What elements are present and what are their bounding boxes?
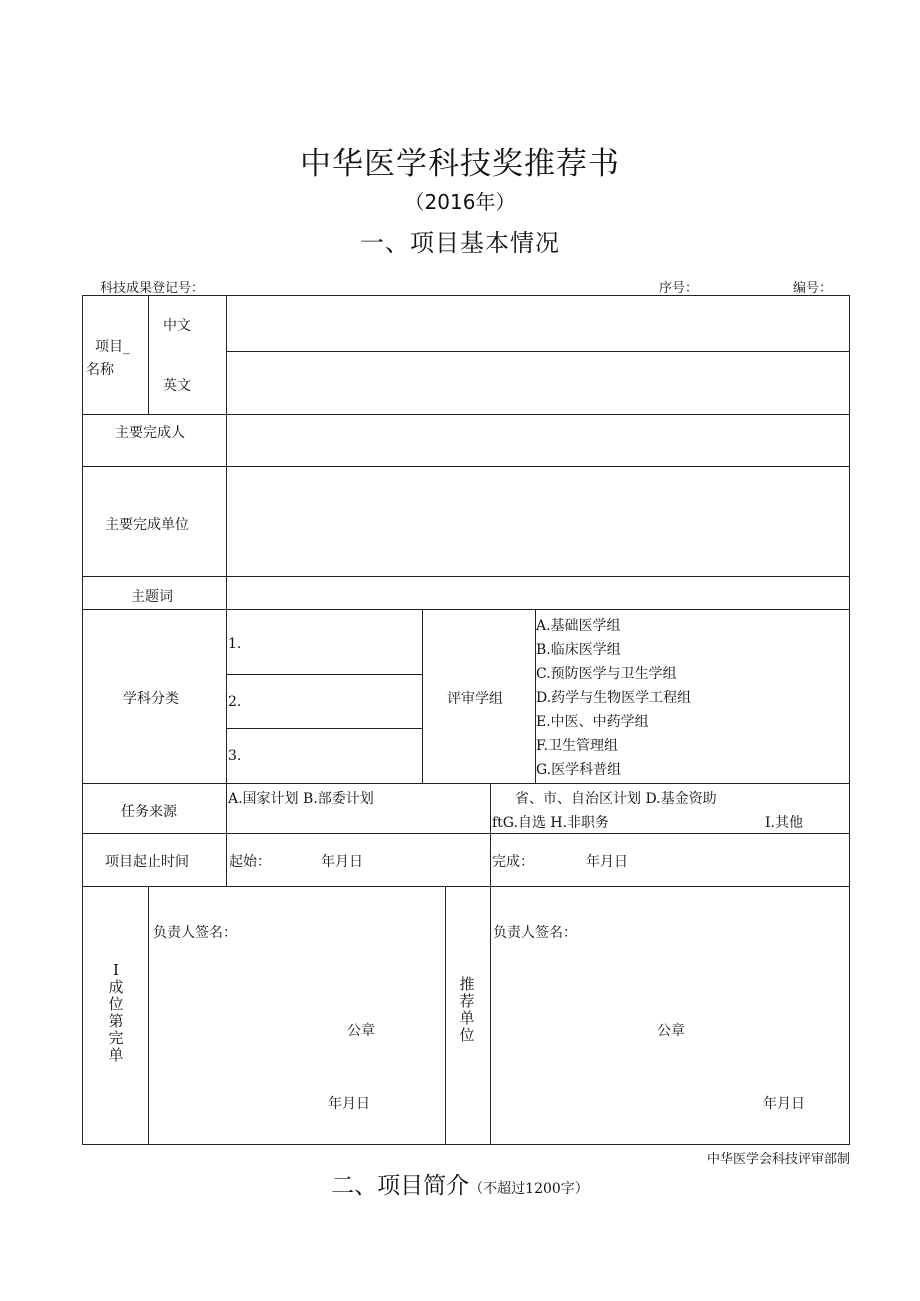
document-year: （2016年）: [404, 190, 516, 214]
discipline-label: 学科分类: [123, 691, 179, 707]
keywords-label: 主题词: [131, 589, 173, 605]
task-source-options-1[interactable]: A.国家计划 B.部委计划: [228, 791, 374, 807]
serial-number-label: 序号：: [659, 281, 699, 296]
english-label: 英文: [163, 378, 191, 394]
first-unit-date[interactable]: 年月日: [328, 1096, 370, 1112]
review-group-option[interactable]: F.卫生管理组: [536, 738, 618, 754]
main-persons-label: 主要完成人: [115, 425, 185, 441]
section-1-heading: 一、项目基本情况: [360, 229, 560, 257]
main-persons-field[interactable]: [227, 415, 850, 466]
recommending-unit-date[interactable]: 年月日: [763, 1096, 805, 1112]
recommending-unit-label: 推荐单位: [459, 975, 475, 1044]
project-name-label-2: 名称: [86, 362, 114, 378]
project-period-label: 项目起止时间: [105, 854, 189, 870]
document-number-label: 编号：: [793, 281, 833, 296]
start-date-field[interactable]: 年月日: [321, 854, 363, 870]
registration-number-label: 科技成果登记号：: [100, 281, 205, 296]
project-name-chinese-field[interactable]: [227, 296, 850, 351]
review-group-option[interactable]: G.医学科普组: [536, 762, 622, 778]
first-unit-signature-label[interactable]: 负责人签名：: [153, 925, 237, 941]
discipline-slot-1[interactable]: 1.: [228, 636, 242, 652]
recommending-unit-seal: 公章: [657, 1023, 685, 1039]
main-units-field[interactable]: [227, 467, 850, 576]
project-name-english-field[interactable]: [227, 352, 850, 414]
section-2-heading: 二、项目简介（不超过1200字）: [331, 1173, 589, 1199]
task-source-options-3[interactable]: ftG.自选 H.非职务: [492, 815, 610, 831]
task-source-options-2[interactable]: 省、市、自治区计划 D.基金资助: [515, 791, 717, 807]
review-group-option[interactable]: C.预防医学与卫生学组: [536, 666, 677, 682]
review-group-option[interactable]: B.临床医学组: [536, 642, 621, 658]
end-date-field[interactable]: 年月日: [586, 854, 628, 870]
section-2-note: （不超过1200字）: [469, 1181, 589, 1197]
form-maker-note: 中华医学会科技评审部制: [706, 1152, 850, 1167]
review-group-option[interactable]: A.基础医学组: [536, 618, 621, 634]
end-date-label: 完成：: [492, 854, 534, 870]
chinese-label: 中文: [163, 318, 191, 334]
basic-info-form: [82, 295, 850, 1145]
project-name-label: 项目_: [95, 339, 130, 355]
review-group-option[interactable]: D.药学与生物医学工程组: [536, 690, 692, 706]
discipline-slot-3[interactable]: 3.: [228, 748, 242, 764]
recommending-unit-signature-label[interactable]: 负责人签名：: [493, 925, 577, 941]
task-source-label: 任务来源: [121, 804, 177, 820]
main-units-label: 主要完成单位: [105, 517, 189, 533]
first-unit-label: I成位第完单: [108, 961, 124, 1064]
task-source-options-4[interactable]: I.其他: [765, 815, 803, 831]
first-unit-seal: 公章: [347, 1023, 375, 1039]
discipline-slot-2[interactable]: 2.: [228, 694, 242, 710]
keywords-field[interactable]: [227, 577, 850, 609]
review-group-option[interactable]: E.中医、中药学组: [536, 714, 649, 730]
review-group-label: 评审学组: [447, 691, 503, 707]
document-title: 中华医学科技奖推荐书: [300, 146, 620, 182]
start-date-label: 起始：: [229, 854, 271, 870]
